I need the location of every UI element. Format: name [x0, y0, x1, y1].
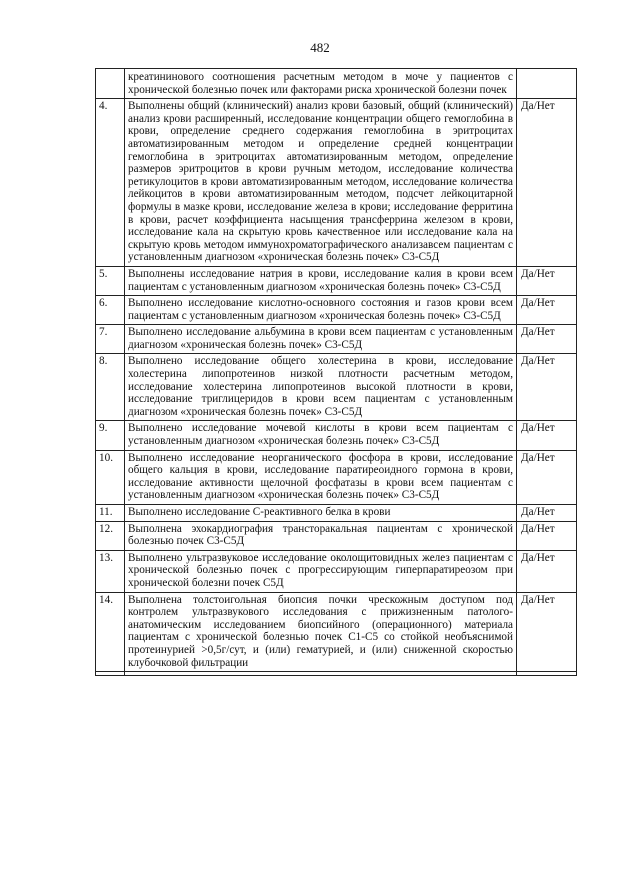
- row-description: Выполнено исследование альбумина в крови всем пациентам с установленным диагнозом «хроническая болезнь почек» С3-С5Д: [125, 325, 517, 354]
- row-description: [125, 672, 517, 676]
- row-number: 6.: [96, 296, 125, 325]
- row-answer: Да/Нет: [517, 421, 577, 450]
- row-number: 7.: [96, 325, 125, 354]
- row-answer: Да/Нет: [517, 296, 577, 325]
- row-number: 9.: [96, 421, 125, 450]
- table-row: [96, 672, 577, 676]
- row-description: Выполнено исследование кислотно-основного состояния и газов крови всем пациентам с установленным диагнозом «хроническая болезнь почек» С3-С5Д: [125, 296, 517, 325]
- table-row: [96, 550, 577, 592]
- row-answer: Да/Нет: [517, 99, 577, 267]
- row-number: 5.: [96, 266, 125, 295]
- row-number: 4.: [96, 99, 125, 267]
- row-number: 14.: [96, 592, 125, 672]
- row-answer: Да/Нет: [517, 325, 577, 354]
- row-number: 12.: [96, 521, 125, 550]
- table-row: [96, 266, 577, 295]
- row-number: 8.: [96, 354, 125, 421]
- table-row: [96, 592, 577, 672]
- table-row: [96, 99, 577, 267]
- table-row: [96, 296, 577, 325]
- row-answer: Да/Нет: [517, 521, 577, 550]
- row-description: Выполнено исследование общего холестерина в крови, исследование холестерина липопротеинов низкой плотности расчетным методом, исследование холестерина липопротеинов высокой плотности в крови, исследование триглицеридов в крови всем пациентам с установленным диагнозом «хроническая болезнь почек» С3-С5Д: [125, 354, 517, 421]
- row-description: Выполнена толстоигольная биопсия почки чрескожным доступом под контролем ультразвукового исследования с прижизненным патолого-анатомическим исследованием биопсийного (операционного) материала пациентам с хронической болезнью почек С1-С5 со стойкой необъяснимой протеинурией >0,5г/сут, и (или) гематурией, и (или) сниженной скоростью клубочковой фильтрации: [125, 592, 517, 672]
- row-description: Выполнено исследование мочевой кислоты в крови всем пациентам с установленным диагнозом «хроническая болезнь почек» С3-С5Д: [125, 421, 517, 450]
- row-description: Выполнены общий (клинический) анализ крови базовый, общий (клинический) анализ крови расширенный, исследование концентрации общего гемоглобина в крови, определение среднего содержания гемоглобина в эритроцитах автоматизированным методом и определение средней концентрации гемоглобина в эритроцитах автоматизированным методом, определение размеров эритроцитов в крови ручным методом, исследование количества ретикулоцитов в крови автоматизированным методом, исследование количества лейкоцитов в крови автоматизированным методом, подсчет лейкоцитарной формулы в мазке крови, исследование железа в крови; исследование ферритина в крови, расчет коэффициента насыщения трансферрина железом в крови, исследование кала на скрытую кровь качественное или исследование кала на скрытую кровь методом иммунохроматографического анализавсем пациентам с установленным диагнозом «хроническая болезнь почек» С3-С5Д: [125, 99, 517, 267]
- row-number: 13.: [96, 550, 125, 592]
- row-description: Выполнена эхокардиография трансторакальная пациентам с хронической болезнью почек С3-С5Д: [125, 521, 517, 550]
- table-row: [96, 450, 577, 504]
- row-description: креатининового соотношения расчетным методом в моче у пациентов с хронической болезнью почек или факторами риска хронической болезни почек: [125, 69, 517, 99]
- row-number: [96, 69, 125, 99]
- row-description: Выполнено исследование С-реактивного белка в крови: [125, 505, 517, 522]
- row-answer: [517, 69, 577, 99]
- table-row: [96, 325, 577, 354]
- table-row: [96, 521, 577, 550]
- page-number: 482: [310, 40, 330, 55]
- criteria-table: [95, 68, 577, 676]
- row-description: Выполнены исследование натрия в крови, исследование калия в крови всем пациентам с установленным диагнозом «хроническая болезнь почек» С3-С5Д: [125, 266, 517, 295]
- row-description: Выполнено ультразвуковое исследование околощитовидных желез пациентам с хронической болезнью почек с прогрессирующим гиперпаратиреозом при хронической болезни почек С5Д: [125, 550, 517, 592]
- table-row: [96, 354, 577, 421]
- row-answer: Да/Нет: [517, 450, 577, 504]
- row-answer: Да/Нет: [517, 592, 577, 672]
- row-number: [96, 672, 125, 676]
- row-answer: Да/Нет: [517, 266, 577, 295]
- row-description: Выполнено исследование неорганического фосфора в крови, исследование общего кальция в крови, исследование паратиреоидного гормона в крови, исследование активности щелочной фосфатазы в крови всем пациентам с установленным диагнозом «хроническая болезнь почек» С3-С5Д: [125, 450, 517, 504]
- row-answer: Да/Нет: [517, 354, 577, 421]
- row-number: 10.: [96, 450, 125, 504]
- row-answer: Да/Нет: [517, 550, 577, 592]
- table-row: [96, 421, 577, 450]
- row-number: 11.: [96, 505, 125, 522]
- row-answer: Да/Нет: [517, 505, 577, 522]
- row-answer: [517, 672, 577, 676]
- table-row: [96, 69, 577, 99]
- table-row: [96, 505, 577, 522]
